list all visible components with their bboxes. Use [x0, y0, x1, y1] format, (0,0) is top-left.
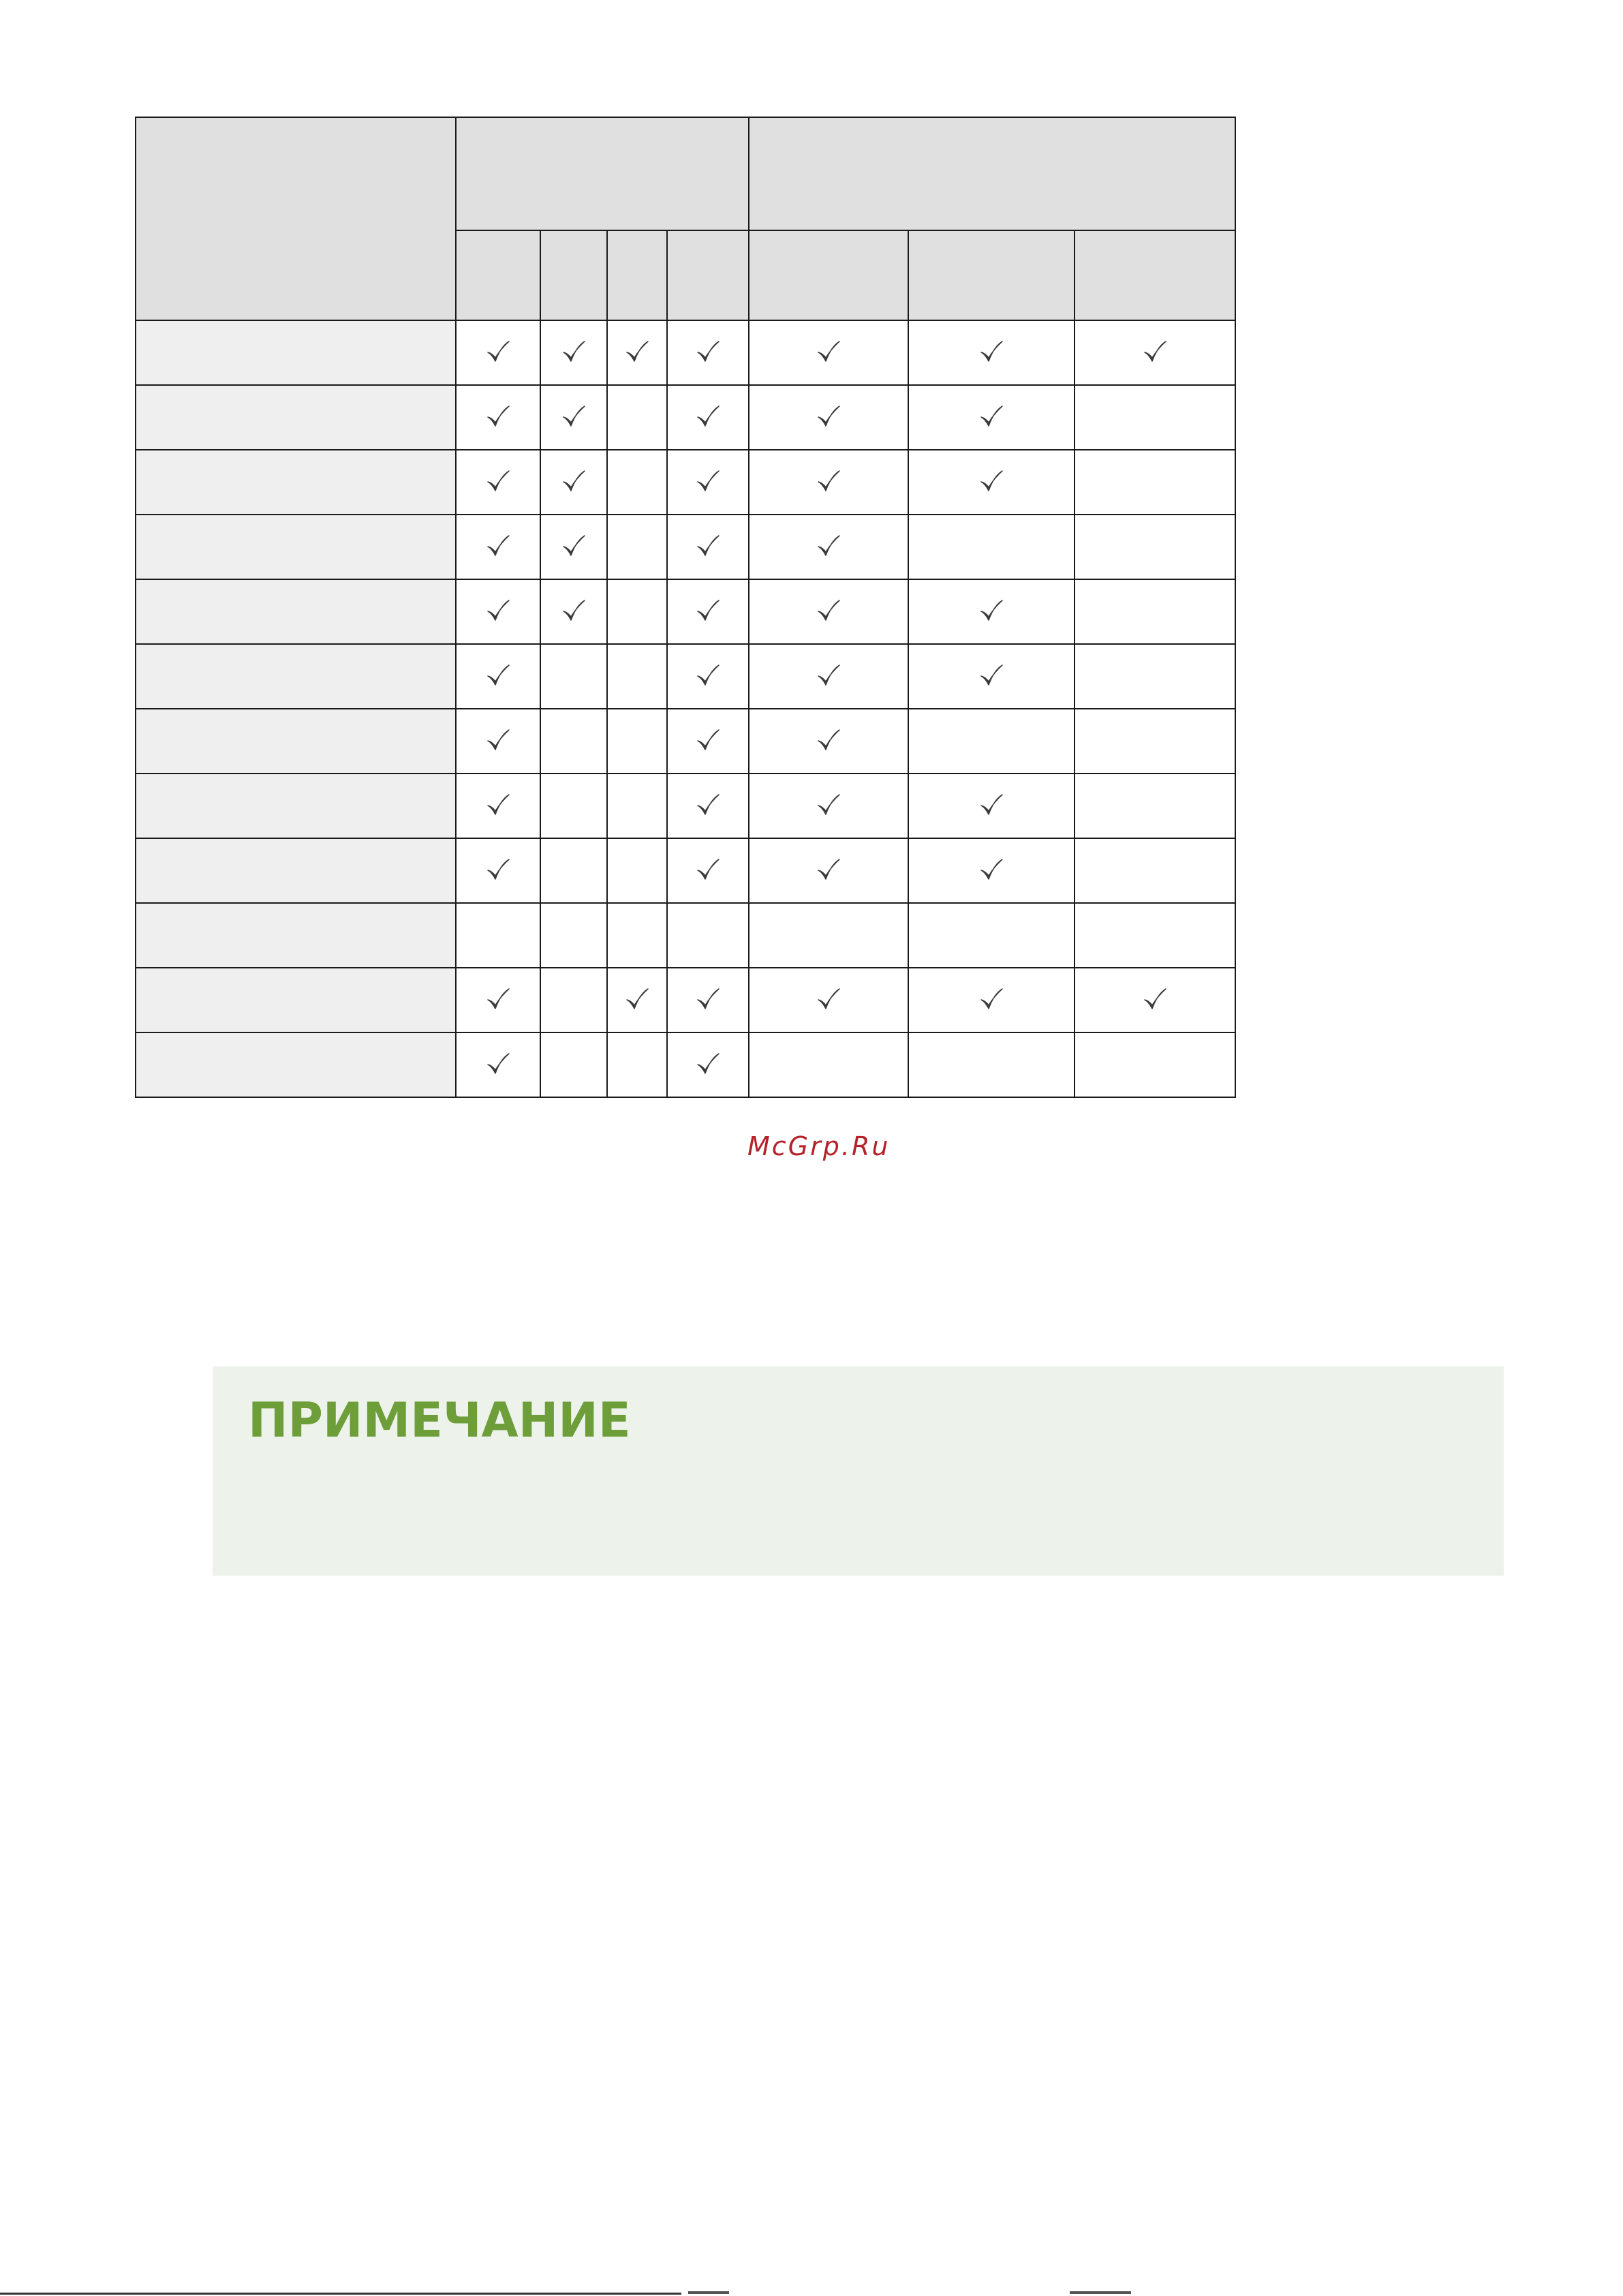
note-title: ПРИМЕЧАНИЕ [248, 1392, 631, 1448]
table-corner-header [136, 117, 456, 320]
check-icon [623, 338, 651, 365]
table-cell [908, 385, 1075, 450]
table-cell [749, 903, 908, 968]
table-cell [1075, 903, 1235, 968]
table-cell [749, 515, 908, 579]
column-header [607, 230, 667, 320]
check-icon [484, 726, 512, 754]
check-icon [560, 468, 587, 495]
check-icon [484, 1050, 512, 1077]
table-cell [456, 709, 540, 774]
table-cell [1075, 838, 1235, 903]
check-icon [815, 597, 842, 624]
table-cell [456, 450, 540, 515]
check-icon [484, 338, 512, 365]
table-cell [908, 515, 1075, 579]
table-cell [540, 838, 607, 903]
check-icon [560, 532, 587, 560]
table-cell [908, 709, 1075, 774]
table-row [136, 579, 1235, 644]
table-cell [540, 709, 607, 774]
page-bottom-mark [688, 2291, 729, 2294]
table-cell [540, 320, 607, 385]
check-icon [694, 856, 722, 883]
check-icon [484, 403, 512, 430]
table-cell [1075, 320, 1235, 385]
table-cell [540, 450, 607, 515]
table-cell [607, 1032, 667, 1097]
table-row [136, 968, 1235, 1032]
table-cell [749, 774, 908, 838]
table-cell [456, 903, 540, 968]
table-cell [540, 774, 607, 838]
table-cell [540, 385, 607, 450]
check-icon [694, 532, 722, 560]
table-row [136, 1032, 1235, 1097]
table-cell [1075, 1032, 1235, 1097]
check-icon [560, 597, 587, 624]
table-cell [540, 903, 607, 968]
check-icon [694, 597, 722, 624]
table-cell [667, 515, 749, 579]
table-cell [540, 579, 607, 644]
table-cell [456, 644, 540, 709]
table-cell [607, 320, 667, 385]
row-header-cell [136, 709, 456, 774]
check-icon [815, 985, 842, 1013]
page-bottom-rule [0, 2293, 681, 2295]
column-group-header-2 [749, 117, 1235, 230]
table-cell [456, 838, 540, 903]
check-icon [694, 662, 722, 689]
table-cell [607, 450, 667, 515]
check-icon [694, 726, 722, 754]
row-header-cell [136, 644, 456, 709]
table-cell [749, 968, 908, 1032]
table-cell [456, 774, 540, 838]
column-group-header-1 [456, 117, 749, 230]
table-cell [607, 644, 667, 709]
check-icon [694, 985, 722, 1013]
row-header-cell [136, 903, 456, 968]
table-cell [667, 579, 749, 644]
table-cell [1075, 385, 1235, 450]
row-header-cell [136, 774, 456, 838]
check-icon [484, 791, 512, 818]
table-cell [908, 450, 1075, 515]
table-cell [607, 579, 667, 644]
table-cell [540, 515, 607, 579]
check-icon [815, 532, 842, 560]
table-cell [908, 644, 1075, 709]
table-cell [667, 838, 749, 903]
table-cell [749, 644, 908, 709]
table-row [136, 385, 1235, 450]
table-cell [908, 903, 1075, 968]
check-icon [978, 338, 1005, 365]
check-icon [978, 791, 1005, 818]
watermark-text: McGrp.Ru [747, 1131, 891, 1161]
check-icon [815, 726, 842, 754]
table-cell [456, 579, 540, 644]
table-cell [749, 450, 908, 515]
row-header-cell [136, 385, 456, 450]
check-icon [694, 338, 722, 365]
check-icon [484, 597, 512, 624]
check-icon [815, 468, 842, 495]
check-icon [694, 403, 722, 430]
table-cell [667, 709, 749, 774]
table-cell [607, 774, 667, 838]
row-header-cell [136, 1032, 456, 1097]
table-cell [607, 968, 667, 1032]
table-cell [1075, 644, 1235, 709]
column-header [540, 230, 607, 320]
table-row [136, 320, 1235, 385]
column-header [1075, 230, 1235, 320]
table-cell [607, 903, 667, 968]
check-icon [484, 856, 512, 883]
row-header-cell [136, 838, 456, 903]
table-row [136, 774, 1235, 838]
table-cell [749, 579, 908, 644]
table-cell [908, 320, 1075, 385]
table-cell [456, 968, 540, 1032]
table-row [136, 838, 1235, 903]
table-cell [908, 1032, 1075, 1097]
check-icon [694, 1050, 722, 1077]
table-cell [456, 385, 540, 450]
row-header-cell [136, 450, 456, 515]
row-header-cell [136, 579, 456, 644]
column-header [908, 230, 1075, 320]
check-icon [978, 403, 1005, 430]
table-cell [1075, 450, 1235, 515]
table-cell [456, 1032, 540, 1097]
table-cell [1075, 579, 1235, 644]
table-cell [1075, 774, 1235, 838]
table-cell [908, 579, 1075, 644]
check-icon [484, 985, 512, 1013]
check-icon [815, 662, 842, 689]
check-icon [484, 532, 512, 560]
table-cell [749, 709, 908, 774]
table-cell [908, 838, 1075, 903]
table-cell [749, 838, 908, 903]
column-header [667, 230, 749, 320]
table-cell [456, 320, 540, 385]
check-icon [484, 662, 512, 689]
check-icon [560, 338, 587, 365]
table-header-row-groups [136, 117, 1235, 230]
table-cell [749, 1032, 908, 1097]
check-icon [815, 403, 842, 430]
table-cell [1075, 968, 1235, 1032]
table-cell [667, 903, 749, 968]
table-body [136, 320, 1235, 1097]
page-bottom-mark [1070, 2291, 1131, 2294]
row-header-cell [136, 320, 456, 385]
table-cell [607, 515, 667, 579]
table-cell [607, 709, 667, 774]
check-icon [815, 791, 842, 818]
table-row [136, 515, 1235, 579]
table-cell [667, 450, 749, 515]
table-cell [667, 1032, 749, 1097]
check-icon [1141, 338, 1169, 365]
column-header [749, 230, 908, 320]
table-row [136, 450, 1235, 515]
check-icon [978, 856, 1005, 883]
table-cell [540, 644, 607, 709]
table-cell [667, 774, 749, 838]
row-header-cell [136, 515, 456, 579]
check-icon [484, 468, 512, 495]
table-row [136, 709, 1235, 774]
column-header [456, 230, 540, 320]
check-icon [978, 468, 1005, 495]
table-cell [908, 774, 1075, 838]
table-cell [908, 968, 1075, 1032]
table-cell [667, 968, 749, 1032]
note-box [213, 1366, 1504, 1576]
check-icon [815, 856, 842, 883]
check-icon [1141, 985, 1169, 1013]
table-cell [607, 838, 667, 903]
check-icon [815, 338, 842, 365]
table-cell [1075, 515, 1235, 579]
check-icon [978, 985, 1005, 1013]
check-icon [694, 468, 722, 495]
feature-matrix-table [135, 117, 1236, 1098]
check-icon [560, 403, 587, 430]
table-row [136, 903, 1235, 968]
table-cell [540, 1032, 607, 1097]
table-cell [667, 644, 749, 709]
row-header-cell [136, 968, 456, 1032]
table-cell [607, 385, 667, 450]
table-row [136, 644, 1235, 709]
table-cell [1075, 709, 1235, 774]
check-icon [623, 985, 651, 1013]
table-cell [749, 385, 908, 450]
check-icon [694, 791, 722, 818]
table-cell [540, 968, 607, 1032]
table-cell [456, 515, 540, 579]
table-cell [667, 320, 749, 385]
table-cell [749, 320, 908, 385]
check-icon [978, 662, 1005, 689]
check-icon [978, 597, 1005, 624]
table-cell [667, 385, 749, 450]
